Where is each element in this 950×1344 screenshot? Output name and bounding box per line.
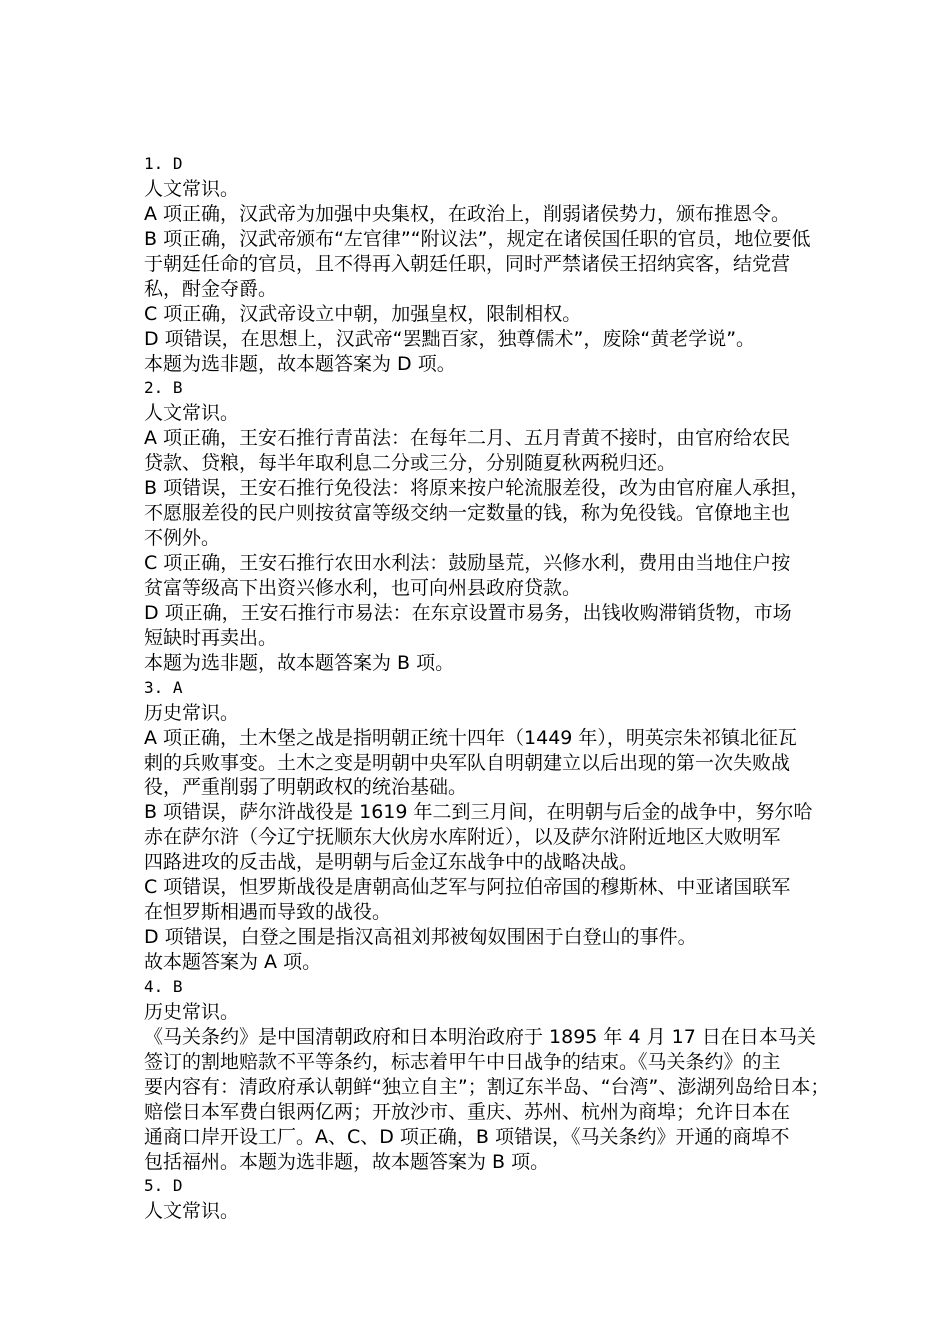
explanation-line: 赤在萨尔浒（今辽宁抚顺东大伙房水库附近），以及萨尔浒附近地区大败明军 bbox=[144, 826, 781, 849]
explanation-line: A 项正确，汉武帝为加强中央集权，在政治上，削弱诸侯势力，颁布推恩令。 bbox=[144, 202, 791, 225]
category-label: 人文常识。 bbox=[144, 1200, 240, 1223]
question-number: 1. D bbox=[144, 154, 183, 173]
explanation-line: C 项正确，汉武帝设立中朝，加强皇权，限制相权。 bbox=[144, 302, 582, 325]
explanation-line: 短缺时再卖出。 bbox=[144, 626, 278, 649]
explanation-line: 私，酎金夺爵。 bbox=[144, 277, 278, 300]
answer-line: 故本题答案为 A 项。 bbox=[144, 951, 322, 973]
explanation-line: D 项正确，王安石推行市易法：在东京设置市易务，出钱收购滞销货物，市场 bbox=[144, 601, 792, 624]
explanation-line: 要内容有：清政府承认朝鲜“独立自主”；割辽东半岛、“台湾”、澎湖列岛给日本； bbox=[144, 1075, 830, 1098]
explanation-line: 剌的兵败事变。土木之变是明朝中央军队自明朝建立以后出现的第一次失败战 bbox=[144, 751, 791, 774]
explanation-line: C 项错误，怛罗斯战役是唐朝高仙芝军与阿拉伯帝国的穆斯林、中亚诸国联军 bbox=[144, 876, 791, 899]
explanation-line: B 项错误，王安石推行免役法：将原来按户轮流服差役，改为由官府雇人承担， bbox=[144, 477, 810, 500]
explanation-line: 不愿服差役的民户则按贫富等级交纳一定数量的钱，称为免役钱。官僚地主也 bbox=[144, 502, 791, 525]
question-number: 5. D bbox=[144, 1176, 183, 1196]
explanation-line: A 项正确，王安石推行青苗法：在每年二月、五月青黄不接时，由官府给农民 bbox=[144, 427, 791, 450]
category-label: 人文常识。 bbox=[144, 402, 240, 425]
explanation-line: 贷款、贷粮，每半年取利息二分或三分，分别随夏秋两税归还。 bbox=[144, 452, 677, 475]
explanation-line: A 项正确，土木堡之战是指明朝正统十四年（1449 年），明英宗朱祁镇北征瓦 bbox=[144, 726, 797, 749]
explanation-line: B 项正确，汉武帝颁布“左官律”“附议法”，规定在诸侯国任职的官员，地位要低 bbox=[144, 227, 811, 250]
explanation-line: 赔偿日本军费白银两亿两；开放沙市、重庆、苏州、杭州为商埠；允许日本在 bbox=[144, 1100, 791, 1123]
explanation-line: 签订的割地赔款不平等条约，标志着甲午中日战争的结束。《马关条约》的主 bbox=[144, 1050, 781, 1073]
document-body bbox=[144, 152, 830, 1224]
explanation-line: 役，严重削弱了明朝政权的统治基础。 bbox=[144, 776, 468, 799]
question-number: 4. B bbox=[144, 976, 183, 996]
category-label: 人文常识。 bbox=[144, 177, 240, 200]
explanation-line: D 项错误，在思想上，汉武帝“罢黜百家，独尊儒术”，废除“黄老学说”。 bbox=[144, 327, 756, 350]
question-number: 2. B bbox=[144, 378, 183, 398]
explanation-line: D 项错误，白登之围是指汉高祖刘邦被匈奴围困于白登山的事件。 bbox=[144, 926, 697, 949]
explanation-line: 在怛罗斯相遇而导致的战役。 bbox=[144, 901, 392, 924]
explanation-line: B 项错误，萨尔浒战役是 1619 年二到三月间，在明朝与后金的战争中，努尔哈 bbox=[144, 801, 813, 824]
answer-line: 包括福州。本题为选非题，故本题答案为 B 项。 bbox=[144, 1150, 550, 1173]
answer-line: 本题为选非题，故本题答案为 B 项。 bbox=[144, 651, 455, 674]
explanation-line: 不例外。 bbox=[144, 527, 221, 550]
question-number: 3. A bbox=[144, 677, 183, 697]
explanation-line: 《马关条约》是中国清朝政府和日本明治政府于 1895 年 4 月 17 日在日本马关 bbox=[144, 1025, 816, 1048]
answer-line: 本题为选非题，故本题答案为 D 项。 bbox=[144, 352, 456, 375]
category-label: 历史常识。 bbox=[144, 1000, 240, 1023]
explanation-line: 四路进攻的反击战，是明朝与后金辽东战争中的战略决战。 bbox=[144, 851, 639, 874]
explanation-line: 贫富等级高下出资兴修水利，也可向州县政府贷款。 bbox=[144, 576, 582, 599]
explanation-line: C 项正确，王安石推行农田水利法：鼓励垦荒，兴修水利，费用由当地住户按 bbox=[144, 552, 791, 574]
explanation-line: 通商口岸开设工厂。A、C、D 项正确，B 项错误，《马关条约》开通的商埠不 bbox=[144, 1125, 790, 1148]
category-label: 历史常识。 bbox=[144, 701, 240, 724]
explanation-line: 于朝廷任命的官员，且不得再入朝廷任职，同时严禁诸侯王招纳宾客，结党营 bbox=[144, 252, 791, 275]
